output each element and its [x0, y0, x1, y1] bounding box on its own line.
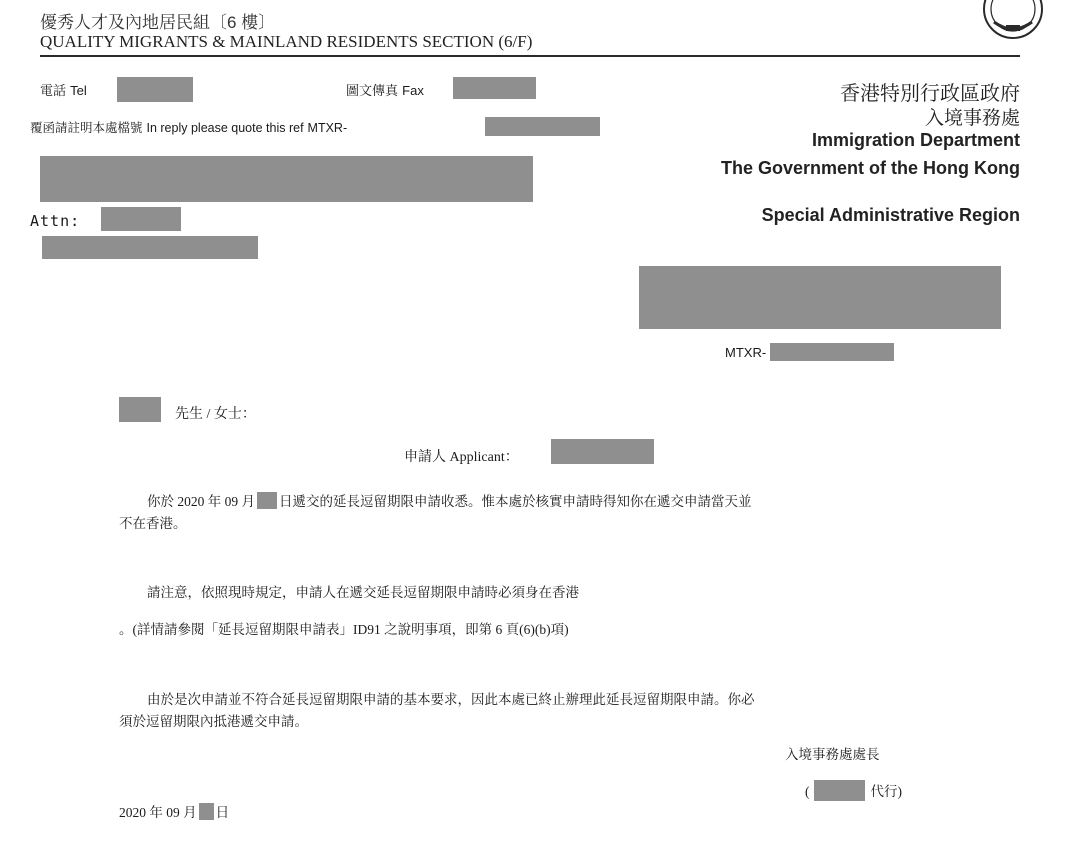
redacted-right-block — [639, 266, 1001, 329]
date-part-a: 2020 年 09 月 — [119, 805, 197, 820]
reference-label-zh: 覆函請註明本處檔號 — [30, 121, 143, 135]
redacted-attn-address — [42, 236, 258, 259]
redacted-applicant-name — [551, 439, 654, 464]
section-name-zh: 優秀人才及內地居民組〔6 樓〕 — [40, 13, 276, 32]
government-name-en-line2: Special Administrative Region — [761, 205, 1020, 225]
redacted-tel — [117, 77, 193, 102]
salutation: 先生 / 女士： — [175, 407, 256, 422]
tel-label-zh: 電話 — [40, 83, 67, 98]
department-name-zh: 入境事務處 — [924, 108, 1020, 129]
government-seal-icon — [982, 0, 1044, 40]
paragraph-2-line-1: 請注意，依照現時規定，申請人在遞交延長逗留期限申請時必須身在香港 — [147, 585, 579, 600]
paragraph-1-line-2: 不在香港。 — [119, 516, 187, 531]
paragraph-3-line-2: 須於逗留期限內抵港遞交申請。 — [119, 714, 308, 729]
redacted-attn-name — [101, 207, 181, 231]
letter-date — [119, 801, 229, 821]
redacted-signatory — [814, 780, 865, 801]
fax-line — [346, 80, 424, 99]
redacted-addressee — [40, 156, 533, 202]
paragraph-1-line-1 — [147, 490, 752, 510]
signature-open-paren: ( — [805, 784, 810, 799]
redacted-recipient-name — [119, 397, 161, 422]
paragraph-2-line-2: 。(詳情請參閱「延長逗留期限申請表」ID91 之說明事項，即第 6 頁(6)(b)項) — [119, 622, 569, 637]
reference-prefix: MTXR- — [307, 121, 348, 135]
redacted-reference — [485, 117, 600, 136]
redacted-day — [257, 492, 277, 509]
redacted-right-reference — [770, 343, 894, 361]
right-reference-prefix: MTXR- — [725, 345, 767, 360]
paragraph-3-line-1: 由於是次申請並不符合延長逗留期限申請的基本要求，因此本處已終止辦理此延長逗留期限申請。你必 — [147, 692, 755, 707]
redacted-fax — [453, 77, 536, 99]
reference-label-en: In reply please quote this ref — [146, 121, 304, 135]
paragraph-1-part-a: 你於 2020 年 09 月 — [147, 494, 255, 509]
signature-line — [805, 780, 902, 801]
paragraph-1-part-b: 日遞交的延長逗留期限申請收悉。惟本處於核實申請時得知你在遞交申請當天並 — [279, 494, 752, 509]
redacted-date-day — [199, 803, 214, 820]
applicant-label: 申請人 Applicant： — [404, 450, 519, 465]
government-name-en-line1: The Government of the Hong Kong — [721, 158, 1020, 178]
government-name-zh: 香港特別行政區政府 — [840, 83, 1020, 105]
section-name-en: QUALITY MIGRANTS & MAINLAND RESIDENTS SECTION (6/F) — [40, 32, 533, 51]
tel-label-en: Tel — [70, 83, 87, 98]
date-part-b: 日 — [215, 805, 230, 820]
tel-line — [40, 80, 87, 99]
fax-label-zh: 圖文傳真 — [346, 83, 399, 98]
department-name-en: Immigration Department — [811, 130, 1020, 150]
signature-acting: 代行) — [870, 784, 902, 799]
reference-line — [30, 118, 347, 136]
attn-label: Attn: — [30, 212, 81, 230]
signature-title: 入境事務處處長 — [785, 747, 880, 762]
header-divider — [40, 55, 1020, 57]
fax-label-en: Fax — [402, 83, 424, 98]
